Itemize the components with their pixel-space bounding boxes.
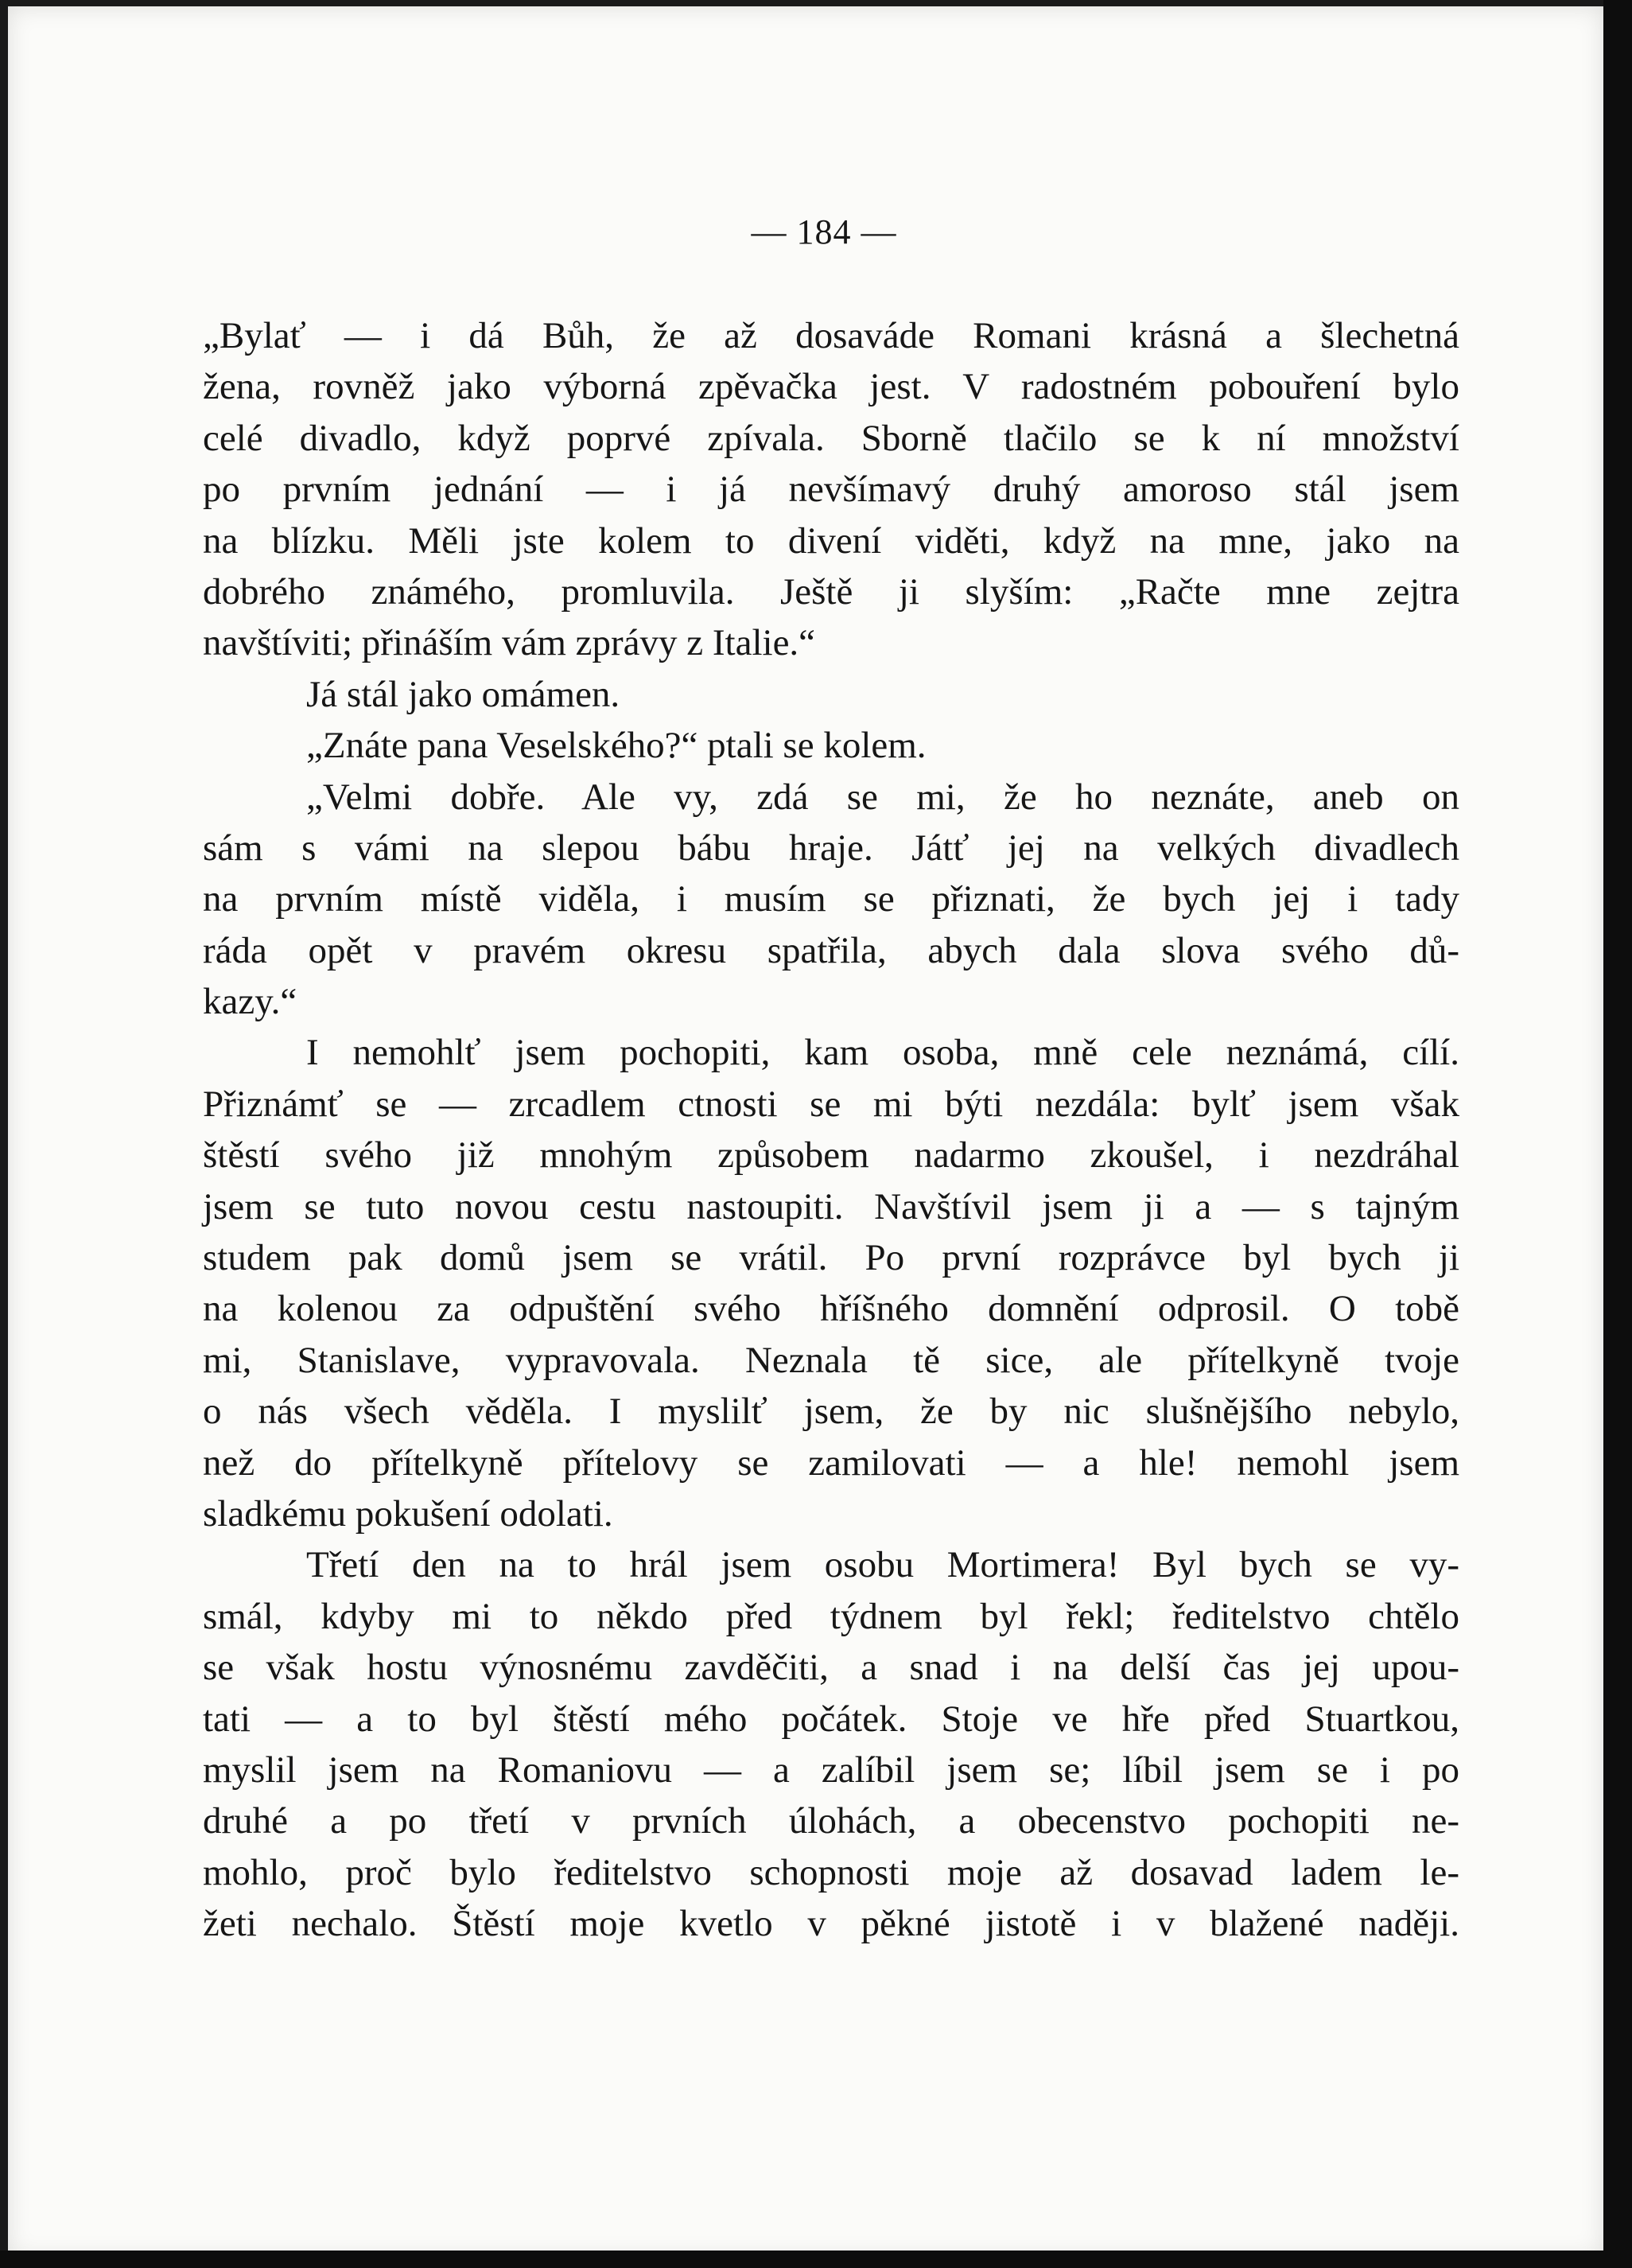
text-line: Přiznámť se — zrcadlem ctnosti se mi býti nezdála: bylť jsem však <box>203 1083 1459 1125</box>
text-line: na prvním místě viděla, i musím se přiznati, že bych jej i tady <box>203 878 1459 920</box>
text-line: druhé a po třetí v prvních úlohách, a obecenstvo pochopiti ne- <box>203 1800 1459 1842</box>
text-line: po prvním jednání — i já nevšímavý druhý amoroso stál jsem <box>203 469 1459 511</box>
text-line: o nás všech věděla. I myslilť jsem, že by nic slušnějšího nebylo, <box>203 1391 1459 1433</box>
text-line: mi, Stanislave, vypravovala. Neznala tě sice, ale přítelkyně tvoje <box>203 1339 1459 1381</box>
text-line: smál, kdyby mi to někdo před týdnem byl řekl; ředitelstvo chtělo <box>203 1595 1459 1637</box>
scan-border-right <box>1603 0 1632 2268</box>
text-line: kazy.“ <box>203 981 297 1023</box>
text-line: sladkému pokušení odolati. <box>203 1492 613 1535</box>
text-line: dobrého známého, promluvila. Ještě ji slyším: „Račte mne zejtra <box>203 570 1459 613</box>
text-line: „Bylať — i dá Bůh, že až dosaváde Romani krásná a šlechetná <box>203 315 1459 356</box>
text-line: „Velmi dobře. Ale vy, zdá se mi, že ho neznáte, aneb on <box>306 776 1459 818</box>
body-text <box>203 310 1459 1950</box>
text-line: žeti nechalo. Štěstí moje kvetlo v pěkné jistotě i v blažené naději. <box>203 1903 1459 1945</box>
text-line: než do přítelkyně přítelovy se zamilovati — a hle! nemohl jsem <box>203 1441 1459 1484</box>
text-line: jsem se tuto novou cestu nastoupiti. Navštívil jsem ji a — s tajným <box>203 1185 1459 1227</box>
text-line: navštíviti; přináším vám zprávy z Italie.“ <box>203 622 816 664</box>
text-line: studem pak domů jsem se vrátil. Po první rozprávce byl bych ji <box>203 1237 1459 1279</box>
text-line: štěstí svého již mnohým způsobem nadarmo zkoušel, i nezdráhal <box>203 1134 1459 1177</box>
text-line: sám s vámi na slepou bábu hraje. Játť jej na velkých divadlech <box>203 827 1459 869</box>
text-line: Já stál jako omámen. <box>306 673 620 715</box>
page-number: — 184 — <box>751 212 897 251</box>
text-line: žena, rovněž jako výborná zpěvačka jest. V radostném pobouření bylo <box>203 366 1459 408</box>
text-line: na blízku. Měli jste kolem to divení viděti, když na mne, jako na <box>203 519 1459 562</box>
text-line: myslil jsem na Romaniovu — a zalíbil jsem se; líbil jsem se i po <box>203 1749 1459 1791</box>
text-line: celé divadlo, když poprvé zpívala. Sborně tlačilo se k ní množství <box>203 417 1459 459</box>
text-line: na kolenou za odpuštění svého hříšného domnění odprosil. O tobě <box>203 1288 1459 1330</box>
text-line: Třetí den na to hrál jsem osobu Mortimera! Byl bych se vy- <box>306 1544 1459 1586</box>
text-line: se však hostu výnosnému zavděčiti, a snad i na delší čas jej upou- <box>203 1647 1459 1689</box>
text-line: ráda opět v pravém okresu spatřila, abych dala slova svého dů- <box>203 929 1459 971</box>
book-page <box>8 6 1603 2258</box>
text-line: I nemohlť jsem pochopiti, kam osoba, mně cele neznámá, cílí. <box>306 1032 1459 1074</box>
text-line: tati — a to byl štěstí mého počátek. Stoje ve hře před Stuartkou, <box>203 1698 1459 1740</box>
text-line: „Znáte pana Veselského?“ ptali se kolem. <box>306 725 927 767</box>
text-line: mohlo, proč bylo ředitelstvo schopnosti moje až dosavad ladem le- <box>203 1851 1459 1893</box>
scan-border-bottom <box>0 2250 1632 2268</box>
